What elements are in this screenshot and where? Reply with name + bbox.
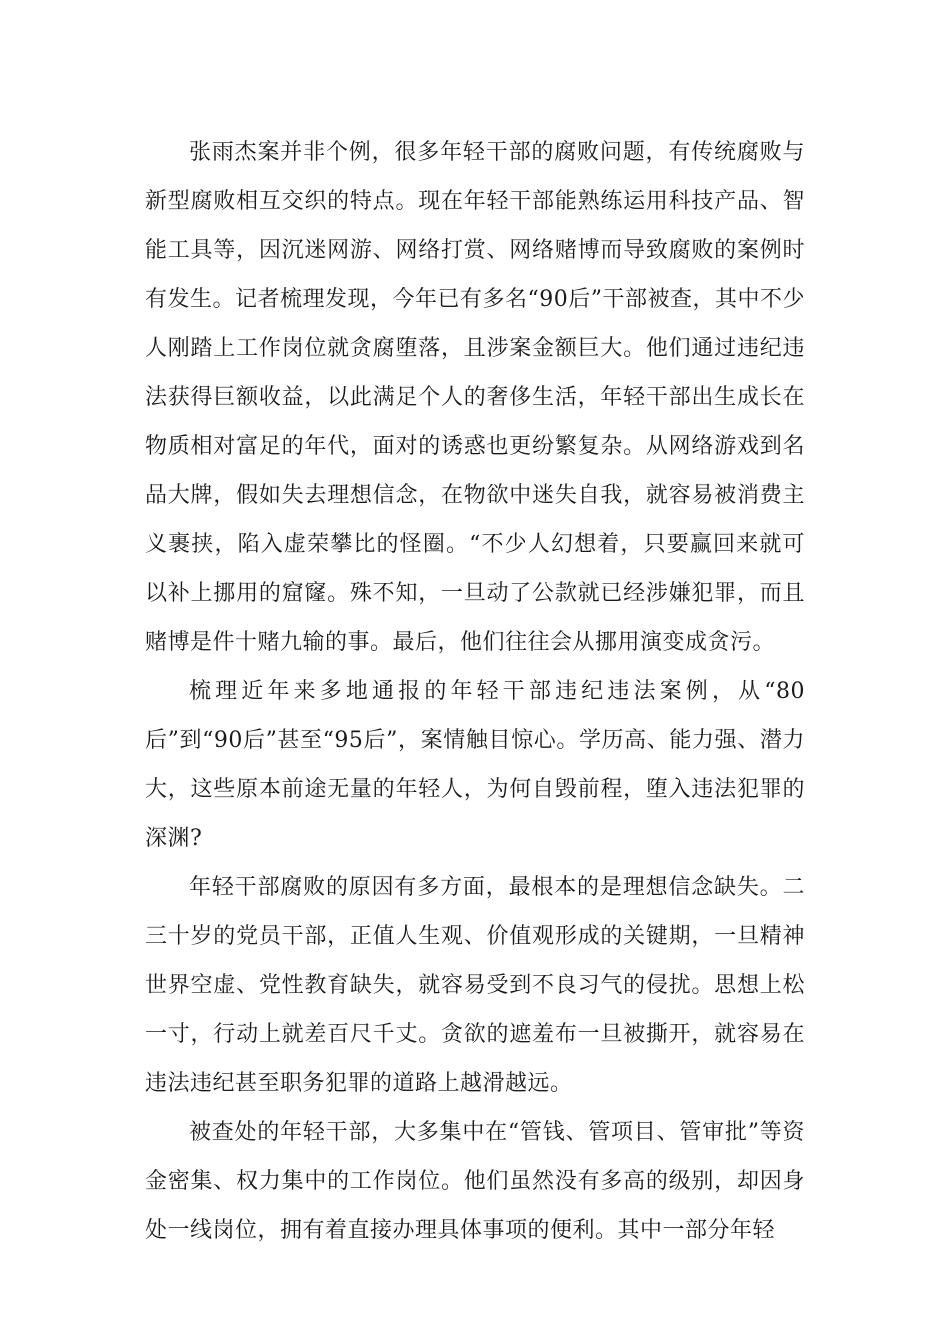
paragraph-1: 张雨杰案并非个例，很多年轻干部的腐败问题，有传统腐败与新型腐败相互交织的特点。现在年轻干部能熟练运用科技产品、智能工具等，因沉迷网游、网络打赏、网络赌博而导致腐败的案例时有发生。记者梳理发现，今年已有多名“90后”干部被查，其中不少人刚踏上工作岗位就贪腐堕落，且涉案金额巨大。他们通过违纪违法获得巨额收益，以此满足个人的奢侈生活，年轻干部出生成长在物质相对富足的年代，面对的诱惑也更纷繁复杂。从网络游戏到名品大牌，假如失去理想信念，在物欲中迷失自我，就容易被消费主义裹挟，陷入虚荣攀比的怪圈。“不少人幻想着，只要赢回来就可以补上挪用的窟窿。殊不知，一旦动了公款就已经涉嫌犯罪，而且赌博是件十赌九输的事。最后，他们往往会从挪用演变成贪污。 xyxy=(145,140,805,655)
paragraph-4: 被查处的年轻干部，大多集中在“管钱、管项目、管审批”等资金密集、权力集中的工作岗位。他们虽然没有多高的级别，却因身处一线岗位，拥有着直接办理具体事项的便利。其中一部分年轻 xyxy=(145,1120,805,1243)
paragraph-2: 梳理近年来多地通报的年轻干部违纪违法案例，从“80后”到“90后”甚至“95后”，案情触目惊心。学历高、能力强、潜力大，这些原本前途无量的年轻人，为何自毁前程，堕入违法犯罪的深渊? xyxy=(145,679,805,851)
document-body xyxy=(145,128,805,1255)
paragraph-3: 年轻干部腐败的原因有多方面，最根本的是理想信念缺失。二三十岁的党员干部，正值人生观、价值观形成的关键期，一旦精神世界空虚、党性教育缺失，就容易受到不良习气的侵扰。思想上松一寸，行动上就差百尺千丈。贪欲的遮羞布一旦被撕开，就容易在违法违纪甚至职务犯罪的道路上越滑越远。 xyxy=(145,875,805,1096)
